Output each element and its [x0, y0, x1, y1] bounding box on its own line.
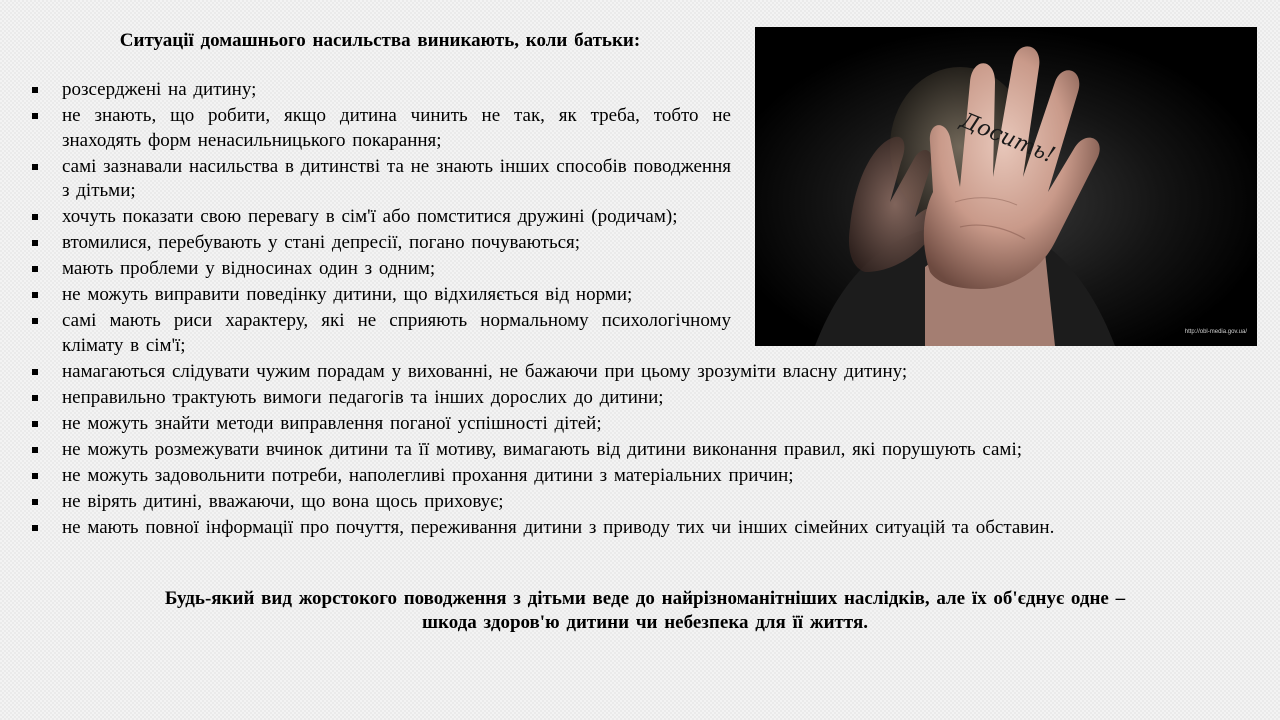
hand-inscription: Досить! [956, 108, 1059, 169]
list-item [30, 516, 1232, 541]
list-item [30, 464, 1232, 489]
bullet-icon [32, 113, 38, 119]
list-item-text: неправильно трактують вимоги педагогів та інших дорослих до дитини; [62, 386, 664, 408]
bullet-icon [32, 87, 38, 93]
bullet-icon [32, 499, 38, 505]
list-item-text: намагаються слідувати чужим порадам у вихованні, не бажаючи при цьому зрозуміти власну дитину; [62, 360, 908, 382]
hand-illustration [755, 27, 1257, 346]
list-item-text: мають проблеми у відносинах один з одним; [62, 258, 436, 279]
list-item [30, 360, 1232, 385]
stop-hand-photo [755, 27, 1257, 346]
bullet-icon [32, 214, 38, 220]
bullet-icon [32, 318, 38, 324]
conclusion-line-2: шкода здоров'ю дитини чи небезпека для її життя. [421, 612, 869, 633]
bullet-icon [32, 164, 38, 170]
bullet-icon [32, 447, 38, 453]
photo-credit: http://obl-media.gov.ua/ [1184, 329, 1247, 335]
list-item [30, 283, 731, 308]
bullet-icon [32, 292, 38, 298]
list-item-text: не мають повної інформації про почуття, переживання дитини з приводу тих чи інших сімейних ситуацій та обставин. [62, 516, 1055, 538]
list-item [30, 257, 731, 282]
conclusion-line-1: Будь-який вид жорстокого поводження з дітьми веде до найрізноманітніших наслідків, але їх об'єднує одне – [164, 588, 1126, 609]
bullet-icon [32, 421, 38, 427]
bullet-icon [32, 240, 38, 246]
list-item-text: втомилися, перебувають у стані депресії, погано почуваються; [62, 232, 581, 253]
list-item [30, 490, 1232, 515]
list-item-text: не знають, що робити, якщо дитина чинить не так, як треба, тобто не знаходять форм ненасильницького покарання; [62, 105, 731, 151]
list-item-text: хочуть показати свою перевагу в сім'ї або помститися дружині (родичам); [62, 206, 678, 227]
list-item-text: не вірять дитині, вважаючи, що вона щось приховує; [62, 490, 504, 512]
list-item-text: самі зазнавали насильства в дитинстві та не знають інших способів поводження з дітьми; [62, 155, 731, 201]
bullet-icon [32, 395, 38, 401]
list-item [30, 231, 731, 256]
list-item-text: самі мають риси характеру, які не сприяють нормальному психологічному клімату в сім'ї; [62, 310, 731, 356]
list-item [30, 155, 731, 204]
list-item [30, 438, 1232, 463]
list-item-text: не можуть знайти методи виправлення поганої успішності дітей; [62, 412, 602, 434]
list-item-text: не можуть виправити поведінку дитини, що відхиляється від норми; [62, 284, 633, 305]
bullet-icon [32, 266, 38, 272]
list-item [30, 78, 731, 103]
list-item-text: не можуть розмежувати вчинок дитини та її мотиву, вимагають від дитини виконання правил, які порушують самі; [62, 438, 1023, 460]
bullet-icon [32, 473, 38, 479]
bullet-icon [32, 525, 38, 531]
list-item [30, 309, 731, 358]
slide-heading: Ситуації домашнього насильства виникають, коли батьки: [119, 30, 641, 51]
list-item-text: розсерджені на дитину; [62, 79, 257, 100]
list-item [30, 386, 1232, 411]
bullet-icon [32, 369, 38, 375]
list-item [30, 412, 1232, 437]
list-item [30, 205, 731, 230]
list-item [30, 104, 731, 153]
list-item-text: не можуть задовольнити потреби, наполегливі прохання дитини з матеріальних причин; [62, 464, 794, 486]
conclusion-text [60, 587, 1230, 635]
